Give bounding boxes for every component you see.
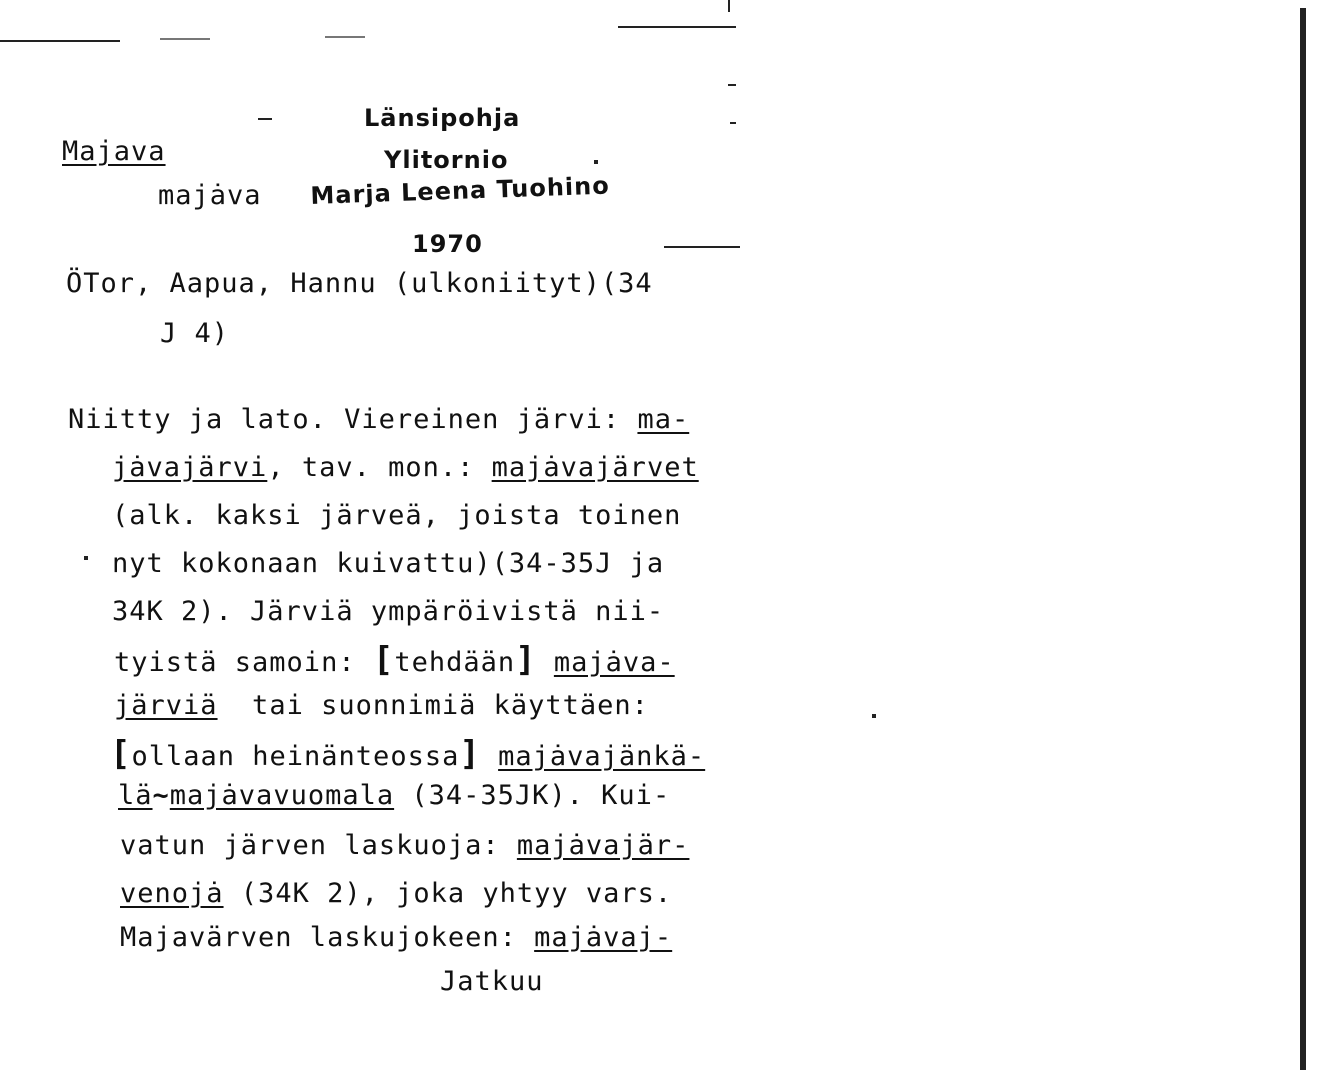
bracket-open: [ [372, 640, 395, 680]
body-text: (34-35JK). Kui- [394, 780, 671, 811]
body-line-5: 34K 2). Järviä ympäröivistä nii- [112, 596, 665, 627]
body-text: Niitty ja lato. Viereinen järvi: [68, 404, 638, 435]
body-line-1 [68, 404, 689, 435]
location-line-2: J 4) [160, 318, 230, 349]
body-line-9 [118, 780, 670, 811]
dialect-form: majȧvajärvet [491, 452, 699, 483]
body-text: Majavärven laskujokeen: [120, 922, 535, 953]
dialect-form: majȧvavuomala [169, 780, 395, 811]
dialect-form: jȧvajärvi [112, 452, 268, 483]
tilde: ~ [152, 780, 170, 811]
headword: Majava [62, 136, 166, 167]
bracket-close: ] [459, 734, 481, 774]
stamp-parish: Ylitornio [384, 146, 509, 174]
body-text: (34K 2), joka yhtyy vars. [223, 878, 673, 909]
body-line-2 [112, 452, 699, 483]
dialect-form: majȧva- [553, 647, 675, 678]
body-text: , tav. mon.: [267, 452, 492, 483]
bracket-close: ] [515, 640, 537, 680]
body-line-7 [114, 690, 649, 721]
bracketed-text: ollaan heinänteossa [131, 741, 460, 772]
location-line-1: ÖTor, Aapua, Hannu (ulkoniityt)(34 [66, 268, 653, 299]
body-line-8 [110, 734, 705, 774]
body-line-10 [120, 830, 689, 861]
dialect-form: majȧvaj- [534, 922, 673, 953]
top-left-dash [160, 38, 210, 40]
top-tick [728, 0, 730, 12]
right-edge-line [1300, 8, 1306, 1070]
body-text: vatun järven laskuoja: [120, 830, 517, 861]
bracket-open: [ [110, 734, 132, 774]
top-left-rule [0, 40, 120, 42]
stamp-region: Länsipohja [364, 104, 521, 132]
dialect-form: majȧvajär- [516, 830, 690, 861]
body-line-3: (alk. kaksi järveä, joista toinen [112, 500, 682, 531]
stamp-year: 1970 [412, 230, 483, 258]
dialect-form: ma- [637, 404, 690, 435]
scan-dot [872, 714, 876, 718]
dialect-form: lä [118, 780, 153, 811]
top-mid-dash [325, 36, 365, 38]
scan-dot [84, 556, 88, 560]
top-right-rule [618, 26, 736, 28]
body-text: tyistä samoin: [114, 647, 373, 678]
scan-dot [730, 122, 736, 124]
body-text: tai suonnimiä käyttäen: [217, 690, 649, 721]
headword-form: majȧva [158, 180, 262, 211]
stamp-underline [664, 246, 740, 248]
body-line-11 [120, 878, 672, 909]
body-line-6 [114, 640, 675, 680]
scan-dot [594, 160, 598, 164]
dialect-form: järviä [114, 690, 218, 721]
scan-dot [728, 84, 736, 86]
dialect-form: majȧvajänkä- [498, 741, 706, 772]
dialect-form: venojȧ [120, 878, 224, 909]
continued-label: Jatkuu [440, 966, 544, 997]
scan-dot [258, 118, 272, 120]
bracketed-text: tehdään [394, 647, 516, 678]
body-line-12 [120, 922, 672, 953]
stamp-collector: Marja Leena Tuohino [310, 171, 611, 210]
body-line-4: nyt kokonaan kuivattu)(34-35J ja [112, 548, 665, 579]
